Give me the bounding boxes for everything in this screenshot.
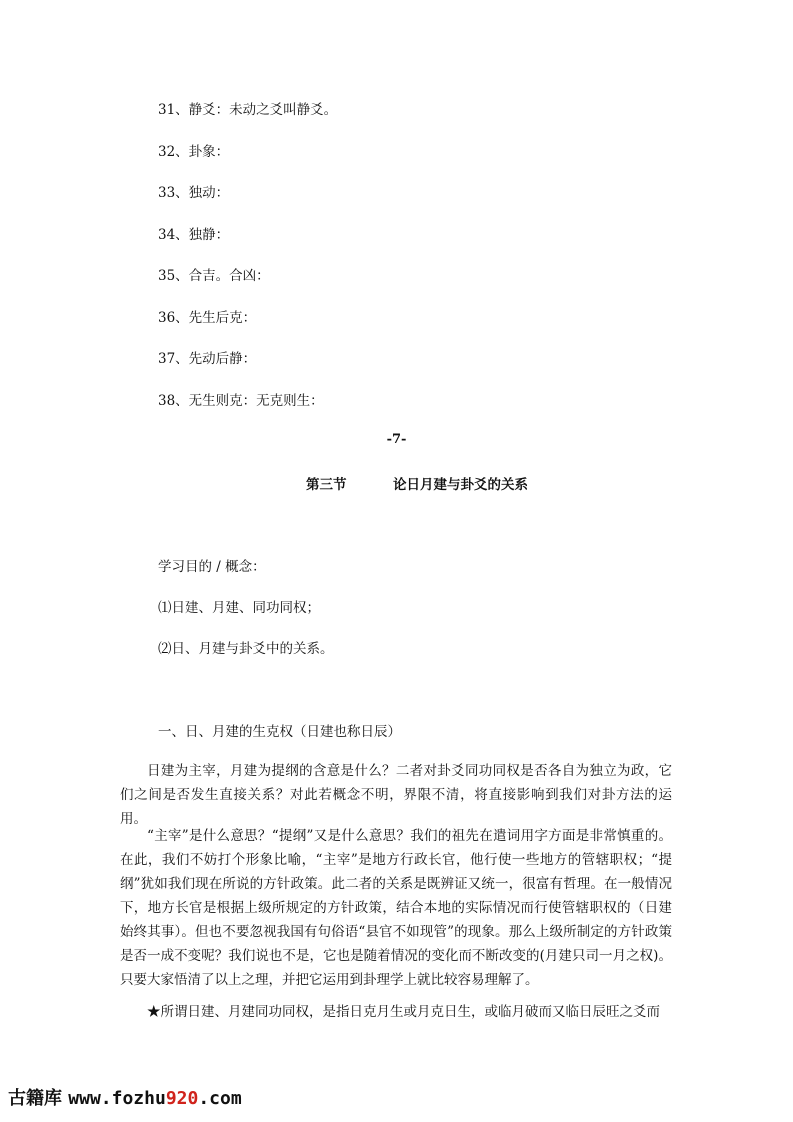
subsection-title: 一、日、月建的生克权（日建也称日辰） [158, 724, 401, 740]
footer-site-number: 920 [165, 1088, 199, 1109]
page-number: -7- [386, 432, 407, 447]
term-34: 34、独静： [158, 227, 230, 243]
section-title: 论日月建与卦爻的关系 [393, 477, 528, 493]
objective-item-1: ⑴日建、月建、同功同权； [158, 600, 320, 616]
term-31: 31、静爻：未动之爻叫静爻。 [158, 102, 338, 118]
footer-site [68, 1088, 241, 1109]
term-35: 35、合吉。合凶： [158, 268, 270, 284]
footer-watermark [8, 1084, 242, 1110]
section-number: 第三节 [306, 477, 347, 493]
objectives-heading: 学习目的 / 概念： [158, 559, 266, 575]
footer-site-suffix: .com [198, 1088, 242, 1109]
paragraph-1: 日建为主宰，月建为提纲的含意是什么？二者对卦爻同功同权是否各自为独立为政，它们之间是否发生直接关系？对此若概念不明，界限不清，将直接影响到我们对卦方法的运用。 [120, 763, 672, 827]
term-37: 37、先动后静： [158, 351, 257, 367]
paragraph-3: ★所谓日建、月建同功同权，是指日克月生或月克日生，或临月破而又临日辰旺之爻而 [147, 1004, 660, 1020]
term-33: 33、独动： [158, 185, 230, 201]
footer-brand: 古籍库 [8, 1088, 62, 1109]
term-38: 38、无生则克：无克则生： [158, 393, 324, 409]
term-32: 32、卦象： [158, 144, 230, 160]
paragraph-2: “主宰”是什么意思？“提纲”又是什么意思？我们的祖先在遣词用字方面是非常慎重的。在此，我们不妨打个形象比喻，“主宰”是地方行政长官，他行使一些地方的管辖职权；“提纲”犹如我们现在所说的方针政策。此二者的关系是既辨证又统一，很富有哲理。在一般情况下，地方长官是根据上级所规定的方针政策，结合本地的实际情况而行使管辖职权的（日建始终其事）。但也不要忽视我国有句俗语“县官不如现管”的现象。那么上级所制定的方针政策是否一成不变呢？我们说也不是，它也是随着情况的变化而不断改变的(月建只司一月之权)。只要大家悟清了以上之理，并把它运用到卦理学上就比较容易理解了。 [120, 828, 672, 988]
footer-site-prefix: www.fozhu [68, 1088, 166, 1109]
objective-item-2: ⑵日、月建与卦爻中的关系。 [158, 641, 334, 657]
term-36: 36、先生后克： [158, 310, 257, 326]
